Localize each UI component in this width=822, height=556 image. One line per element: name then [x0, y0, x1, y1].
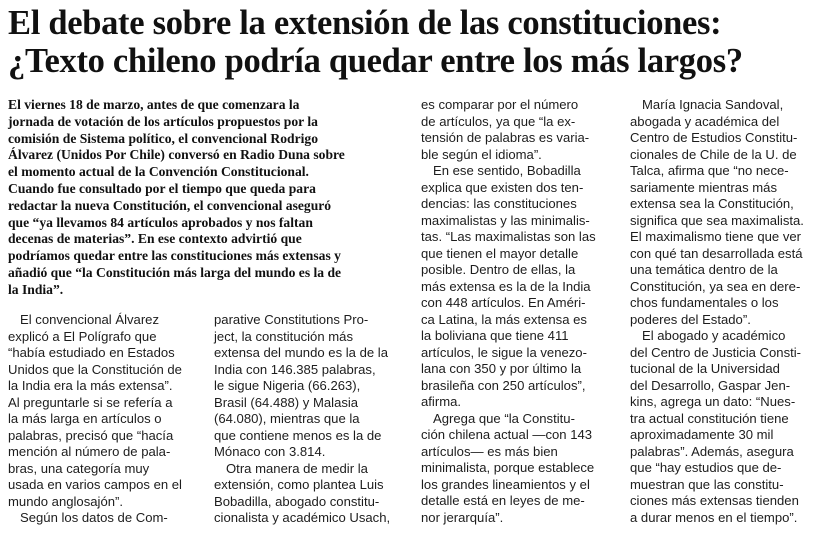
body-line: ble según el idioma”. — [421, 146, 542, 162]
body-line: mención al número de pala- — [8, 444, 171, 459]
body-line: que tienen el mayor detalle — [421, 245, 579, 261]
body-line: cionales de Chile de la U. de — [630, 146, 797, 162]
body-line: a durar menos en el tiempo”. — [630, 509, 798, 525]
body-line: posible. Dentro de ellas, la — [421, 262, 576, 277]
headline — [8, 4, 814, 80]
body-line: extensa del mundo es la de la — [214, 345, 388, 360]
body-line: ciones más extensas tienden — [630, 493, 799, 508]
body-line: chos fundamentales o los — [630, 295, 779, 310]
body-column-4 — [630, 97, 816, 526]
body-line: El convencional Álvarez — [20, 312, 160, 327]
body-line: explica que existen dos ten- — [421, 179, 584, 195]
lead-line: decenas de materias”. En ese contexto advirtió que — [8, 231, 302, 247]
body-line: nor jerarquía”. — [421, 509, 504, 525]
body-line: María Ignacia Sandoval, — [642, 97, 784, 112]
body-line: lana con 350 y por último la — [421, 361, 582, 376]
body-line: palabras”. Además, asegura — [630, 443, 794, 459]
body-line: palabras, precisó que “hacía — [8, 427, 174, 443]
body-line: tra actual constitución tiene — [630, 410, 789, 426]
body-line: afirma. — [421, 394, 462, 409]
headline-line: ¿Texto chileno podría quedar entre los más largos? — [8, 42, 743, 80]
body-line: Constitución, ya sea en dere- — [630, 278, 801, 294]
body-line: Brasil (64.488) y Malasia — [214, 394, 359, 410]
body-line: artículos, le sigue la venezo- — [421, 344, 587, 360]
body-line: minimalista, porque establece — [421, 460, 595, 475]
body-line: usada en varios campos en el — [8, 477, 182, 492]
body-line: muestran que las constitu- — [630, 476, 784, 492]
body-line: Agrega que “la Constitu- — [433, 410, 575, 426]
body-line: Mónaco con 3.814. — [214, 444, 326, 459]
body-line: detalle está en leyes de me- — [421, 493, 585, 508]
body-line: una temática dentro de la — [630, 262, 778, 277]
body-line: explicó a El Polígrafo que — [8, 328, 157, 344]
body-line: con qué tan desarrollada está — [630, 245, 803, 261]
lead-line: podríamos quedar entre las constituciones más extensas y — [8, 248, 341, 264]
body-line: le sigue Nigeria (66.263), — [214, 378, 361, 393]
body-line: más extensa es la de la India — [421, 278, 591, 294]
body-line: aproximadamente 30 mil — [630, 427, 774, 442]
body-line: extensión, como plantea Luis — [214, 477, 384, 492]
body-line: kins, agrega un dato: “Nues- — [630, 394, 796, 409]
body-line: Unidos que la Constitución de — [8, 361, 182, 377]
body-line: extensa sea la Constitución, — [630, 196, 794, 211]
body-line: los grandes lineamientos y el — [421, 476, 590, 492]
body-line: que contiene menos es la de — [214, 427, 382, 443]
body-line: la más larga en artículos o — [8, 411, 162, 426]
body-line: abogada y académica del — [630, 113, 780, 129]
body-column-3 — [421, 97, 613, 526]
lead-line: comisión de Sistema político, el convencional Rodrigo — [8, 130, 319, 146]
body-line: tensión de palabras es varia- — [421, 130, 590, 145]
body-line: En ese sentido, Bobadilla — [433, 163, 581, 178]
lead-line: que “ya llevamos 84 artículos aprobados y nos faltan — [8, 214, 313, 230]
body-line: ject, la constitución más — [214, 328, 353, 344]
body-line: sariamente mientras más — [630, 179, 777, 195]
body-line: (64.080), mientras que la — [214, 411, 360, 426]
lead-line: la India”. — [8, 281, 64, 297]
body-line: del Desarrollo, Gaspar Jen- — [630, 377, 791, 393]
body-line: brasileña con 250 artículos”, — [421, 377, 586, 393]
body-line: India con 146.385 palabras, — [214, 361, 376, 377]
headline-line: El debate sobre la extensión de las constituciones: — [8, 4, 722, 42]
body-line: que “hay estudios que de- — [630, 460, 782, 475]
body-line: Al preguntarle si se refería a — [8, 394, 173, 410]
lead-line: jornada de votación de los artículos propuestos por la — [8, 113, 318, 129]
body-column-2 — [214, 312, 410, 527]
body-line: cionalista y académico Usach, — [214, 510, 391, 525]
lead-line: Cuando fue consultado por el tiempo que queda para — [8, 180, 316, 196]
body-line: de artículos, ya que “la ex- — [421, 113, 576, 129]
lead-line: el momento actual de la Convención Constitucional. — [8, 164, 309, 180]
body-line: significa que sea maximalista. — [630, 212, 804, 228]
body-line: Según los datos de Com- — [20, 510, 168, 525]
body-line: maximalistas y las minimalis- — [421, 212, 590, 228]
body-line: con 448 artículos. En Améri- — [421, 295, 586, 310]
body-line: bras, una categoría muy — [8, 460, 150, 476]
body-line: tas. “Las maximalistas son las — [421, 229, 596, 244]
body-line: Otra manera de medir la — [226, 460, 368, 476]
body-line: “había estudiado en Estados — [8, 345, 175, 360]
body-line: ción chilena actual —con 143 — [421, 427, 593, 442]
body-line: poderes del Estado”. — [630, 311, 751, 327]
body-line: artículos— es más bien — [421, 443, 558, 459]
body-line: tucional de la Universidad — [630, 361, 780, 376]
lead-line: El viernes 18 de marzo, antes de que comenzara la — [8, 97, 300, 112]
body-line: El abogado y académico — [642, 328, 786, 343]
body-line: mundo anglosajón”. — [8, 493, 124, 509]
lead-line: redactar la nueva Constitución, el convencional aseguró — [8, 197, 332, 213]
body-line: del Centro de Justicia Consti- — [630, 344, 802, 360]
lead-paragraph — [8, 97, 404, 299]
body-line: El maximalismo tiene que ver — [630, 229, 802, 244]
body-line: dencias: las constituciones — [421, 196, 577, 211]
body-column-1 — [8, 312, 198, 527]
body-line: Bobadilla, abogado constitu- — [214, 493, 380, 509]
body-line: la boliviana que tiene 411 — [421, 328, 569, 343]
body-line: la India era la más extensa”. — [8, 378, 173, 393]
lead-line: añadió que “la Constitución más larga del mundo es la de — [8, 264, 342, 280]
body-line: Centro de Estudios Constitu- — [630, 130, 798, 145]
body-line: Talca, afirma que “no nece- — [630, 163, 789, 178]
body-line: es comparar por el número — [421, 97, 579, 112]
lead-line: Álvarez (Unidos Por Chile) conversó en Radio Duna sobre — [8, 147, 345, 163]
body-line: parative Constitutions Pro- — [214, 312, 369, 327]
body-line: ca Latina, la más extensa es — [421, 311, 587, 327]
